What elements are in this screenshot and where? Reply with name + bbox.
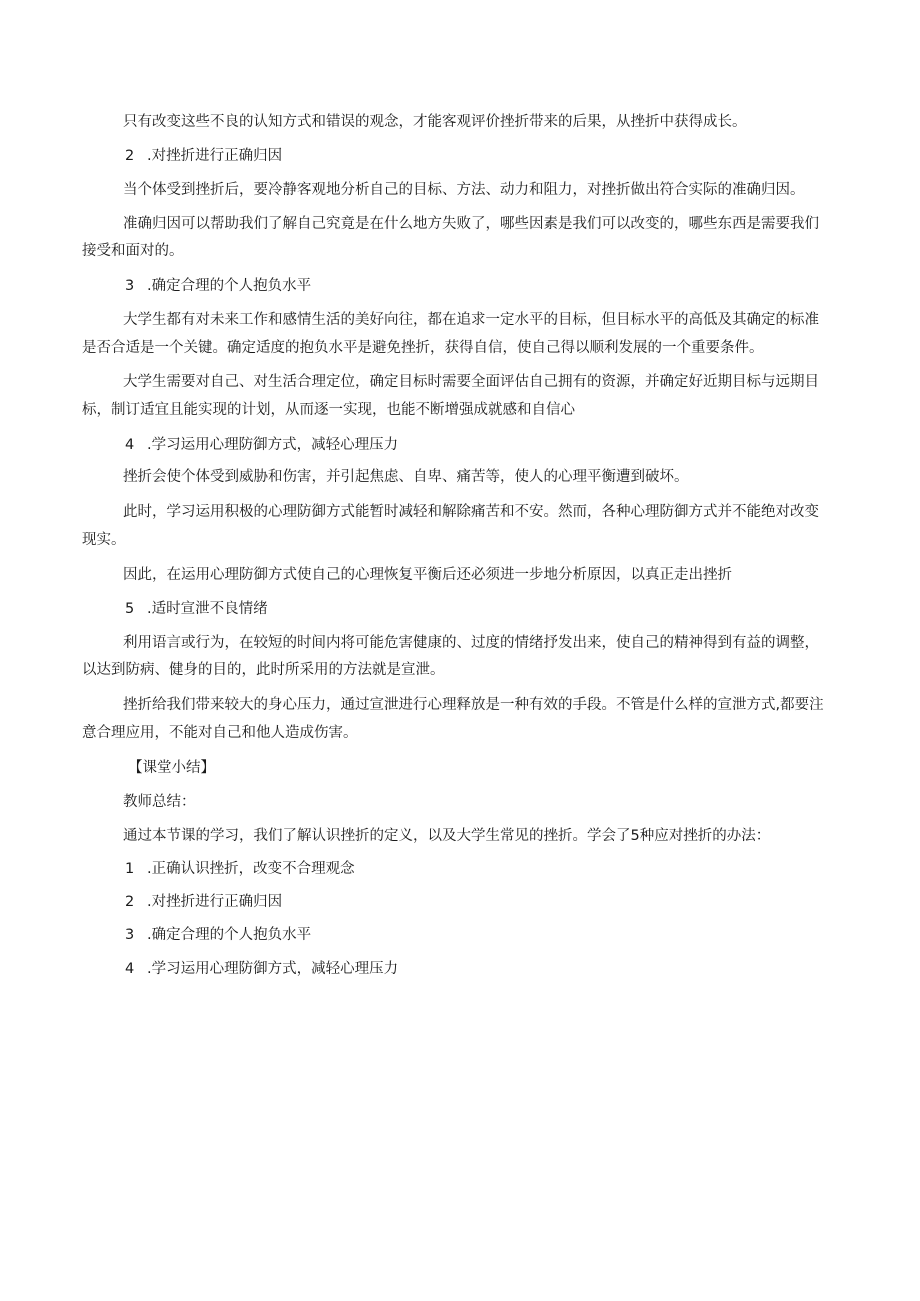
item-text: .正确认识挫折，改变不合理观念 (147, 861, 355, 877)
paragraph-line: 现实。 (82, 532, 126, 548)
section-heading (125, 435, 398, 455)
paragraph-line: 大学生需要对自己、对生活合理定位，确定目标时需要全面评估自己拥有的资源，并确定好近期目标与远期目 (123, 374, 819, 390)
paragraph-line: 以达到防病、健身的目的，此时所采用的方法就是宣泄。 (82, 662, 445, 678)
paragraph-line: 当个体受到挫折后，要冷静客观地分析自己的目标、方法、动力和阻力，对挫折做出符合实际的准确归因。 (123, 182, 805, 198)
paragraph-line: 只有改变这些不良的认知方式和错误的观念，才能客观评价挫折带来的后果，从挫折中获得成长。 (123, 114, 747, 130)
heading-text: .对挫折进行正确归因 (147, 148, 283, 164)
item-text: .确定合理的个人抱负水平 (147, 927, 312, 943)
paragraph-line: 挫折会使个体受到威胁和伤害，并引起焦虑、自卑、痛苦等，使人的心理平衡遭到破坏。 (123, 469, 689, 485)
paragraph-line: 通过本节课的学习，我们了解认识挫折的定义，以及大学生常见的挫折。学会了5种应对挫折的办法： (123, 828, 771, 844)
summary-title: 【课堂小结】 (128, 760, 215, 776)
item-number: 2 (125, 894, 135, 910)
paragraph-line: 准确归因可以帮助我们了解自己究竟是在什么地方失败了，哪些因素是我们可以改变的，哪些东西是需要我们 (123, 216, 819, 232)
item-text: .对挫折进行正确归因 (147, 894, 283, 910)
heading-number: 2 (125, 148, 135, 164)
section-heading (125, 276, 311, 296)
summary-item (125, 892, 282, 912)
heading-number: 4 (125, 437, 135, 453)
heading-text: .学习运用心理防御方式，减轻心理压力 (147, 437, 399, 453)
section-heading (125, 599, 268, 619)
heading-number: 3 (125, 278, 135, 294)
item-number: 1 (125, 861, 135, 877)
heading-text: .确定合理的个人抱负水平 (147, 278, 312, 294)
heading-text: .适时宣泄不良情绪 (147, 601, 268, 617)
summary-item (125, 959, 398, 979)
item-number: 3 (125, 927, 135, 943)
summary-item (125, 925, 311, 945)
section-heading (125, 146, 282, 166)
paragraph-line: 此时，学习运用积极的心理防御方式能暂时减轻和解除痛苦和不安。然而，各种心理防御方式并不能绝对改变 (123, 504, 819, 520)
paragraph-line: 标，制订适宜且能实现的计划，从而逐一实现，也能不断增强成就感和自信心 (82, 402, 575, 418)
paragraph-line: 因此，在运用心理防御方式使自己的心理恢复平衡后还必须进一步地分析原因，以真正走出挫折 (123, 567, 732, 583)
summary-item (125, 859, 355, 879)
item-number: 4 (125, 961, 135, 977)
paragraph-line: 挫折给我们带来较大的身心压力，通过宣泄进行心理释放是一种有效的手段。不管是什么样的宣泄方式,都要注 (123, 697, 824, 713)
paragraph-line: 大学生都有对未来工作和感情生活的美好向往，都在追求一定水平的目标，但目标水平的高低及其确定的标准 (123, 312, 819, 328)
paragraph-line: 利用语言或行为，在较短的时间内将可能危害健康的、过度的情绪抒发出来，使自己的精神得到有益的调整， (123, 635, 819, 651)
paragraph-line: 意合理应用，不能对自己和他人造成伤害。 (82, 725, 358, 741)
paragraph-line: 教师总结： (123, 794, 196, 810)
paragraph-line: 接受和面对的。 (82, 243, 184, 259)
item-text: .学习运用心理防御方式，减轻心理压力 (147, 961, 399, 977)
paragraph-line: 是否合适是一个关键。确定适度的抱负水平是避免挫折，获得自信，使自己得以顺利发展的一个重要条件。 (82, 340, 764, 356)
heading-number: 5 (125, 601, 135, 617)
